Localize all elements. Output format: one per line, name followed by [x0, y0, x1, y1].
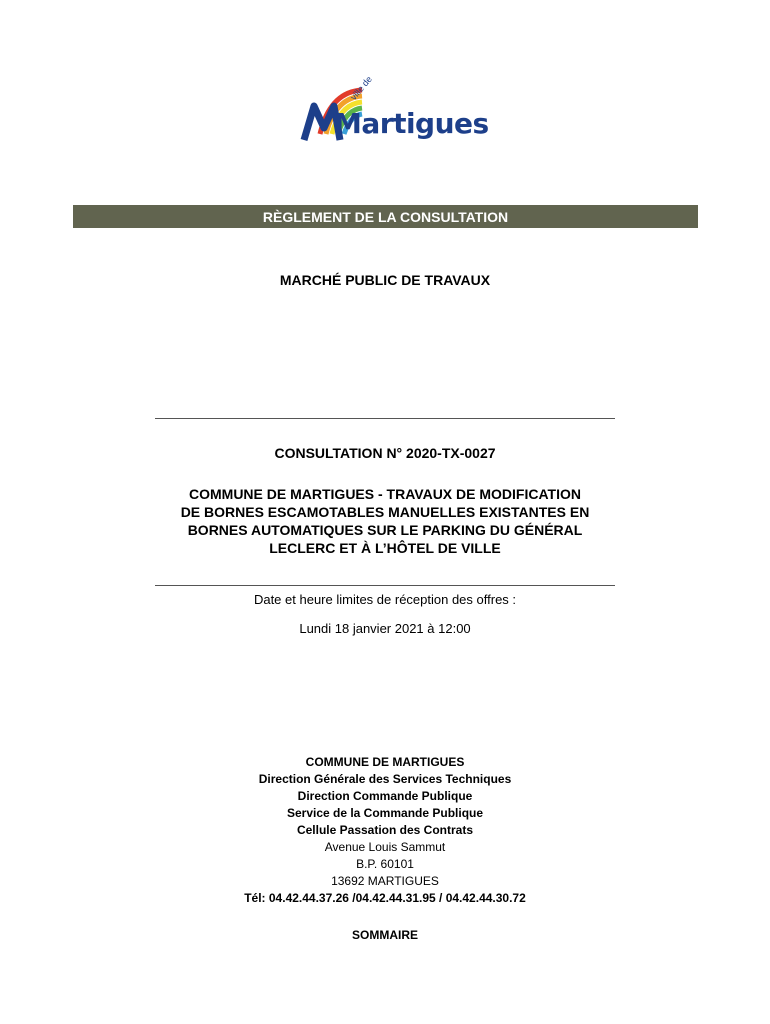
- address-org: COMMUNE DE MARTIGUES: [305, 755, 465, 769]
- address-dept: Direction Générale des Services Techniques: [258, 772, 512, 786]
- address-dept: Direction Commande Publique: [297, 789, 473, 803]
- consultation-title: [0, 485, 770, 557]
- logo-wordmark: Martigues: [334, 107, 489, 140]
- address-street: Avenue Louis Sammut: [324, 840, 446, 854]
- martigues-logo: [300, 74, 489, 146]
- document-type-banner: RÈGLEMENT DE LA CONSULTATION: [73, 205, 698, 228]
- divider-bottom: [155, 585, 615, 586]
- address-po-box: B.P. 60101: [356, 857, 414, 871]
- title-line: COMMUNE DE MARTIGUES - TRAVAUX DE MODIFICATION: [189, 486, 581, 502]
- address-phone: Tél: 04.42.44.37.26 /04.42.44.31.95 / 04.42.44.30.72: [244, 891, 526, 905]
- logo-ville-de: ville de: [348, 74, 375, 102]
- title-line: LECLERC ET À L’HÔTEL DE VILLE: [269, 540, 501, 556]
- consultation-number: CONSULTATION N° 2020-TX-0027: [274, 445, 496, 461]
- deadline-label: Date et heure limites de réception des offres :: [253, 592, 517, 607]
- title-line: DE BORNES ESCAMOTABLES MANUELLES EXISTANTES EN: [180, 504, 590, 520]
- divider-top: [155, 418, 615, 419]
- address-city: 13692 MARTIGUES: [331, 874, 439, 888]
- title-line: BORNES AUTOMATIQUES SUR LE PARKING DU GÉNÉRAL: [187, 522, 583, 538]
- market-type: MARCHÉ PUBLIC DE TRAVAUX: [279, 272, 491, 288]
- deadline-date: Lundi 18 janvier 2021 à 12:00: [299, 621, 471, 636]
- address-dept: Service de la Commande Publique: [286, 806, 484, 820]
- address-dept: Cellule Passation des Contrats: [296, 823, 474, 837]
- summary-heading: SOMMAIRE: [352, 928, 418, 942]
- address-block: [0, 754, 770, 907]
